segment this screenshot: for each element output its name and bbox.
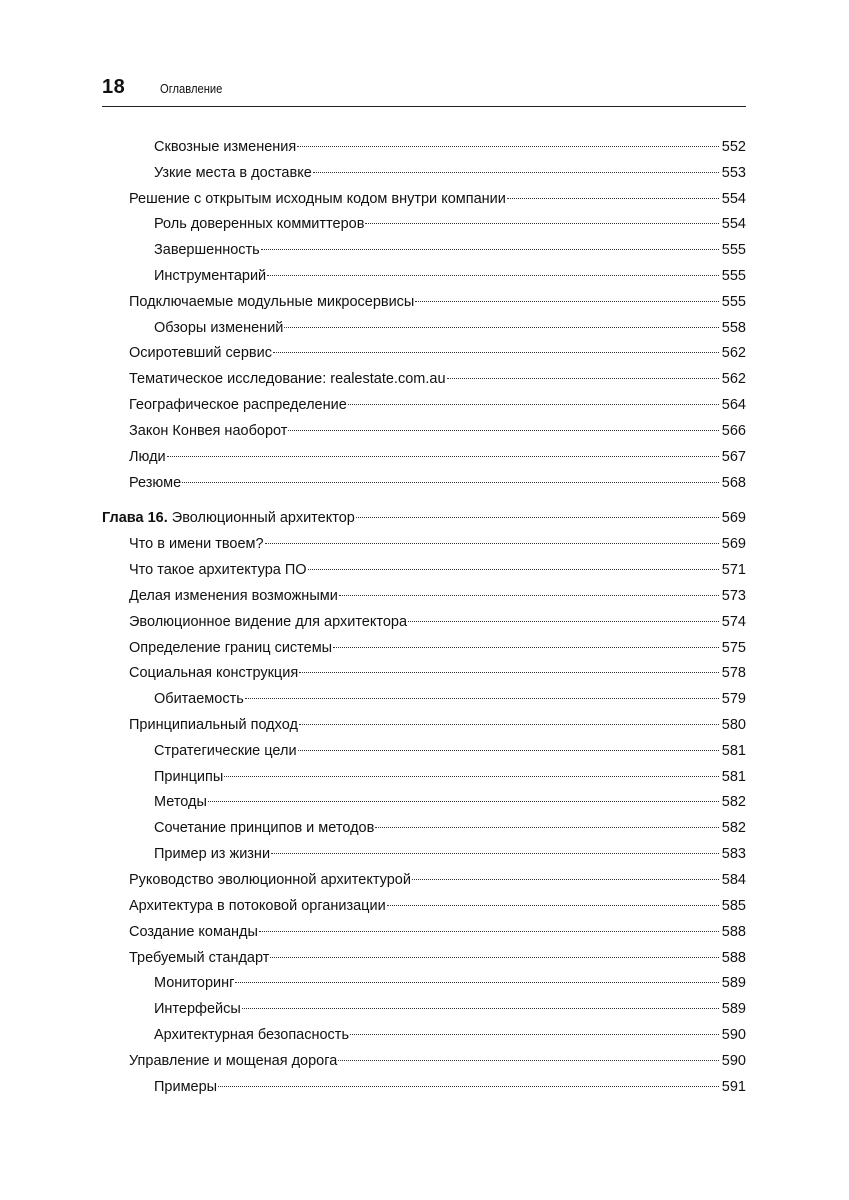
- toc-entry-page: 581: [721, 743, 746, 759]
- dot-leader: [415, 301, 719, 302]
- toc-entry-title: Принципы: [154, 769, 224, 785]
- toc-entry-title: Узкие места в доставке: [154, 165, 312, 181]
- toc-entry[interactable]: [102, 950, 746, 976]
- toc-entry[interactable]: [102, 371, 746, 397]
- toc-entry[interactable]: [102, 139, 746, 165]
- toc-entry-page: 583: [721, 846, 746, 862]
- toc-entry[interactable]: [102, 691, 746, 717]
- toc-entry-page: 562: [721, 371, 746, 387]
- toc-entry-page: 575: [721, 640, 746, 656]
- toc-entry-page: 578: [721, 665, 746, 681]
- toc-entry-page: 573: [721, 588, 746, 604]
- chapter-label: Глава 16.: [102, 510, 168, 526]
- toc-entry[interactable]: [102, 872, 746, 898]
- toc-entry-title: [102, 510, 355, 526]
- toc-entry[interactable]: [102, 268, 746, 294]
- toc-entry-title: Архитектура в потоковой организации: [129, 898, 386, 914]
- toc-entry[interactable]: [102, 1027, 746, 1053]
- toc-entry-title: Эволюционное видение для архитектора: [129, 614, 408, 630]
- toc-entry-page: 589: [721, 975, 746, 991]
- toc-entry-page: 564: [721, 397, 746, 413]
- dot-leader: [218, 1086, 719, 1087]
- toc-entry-page: 554: [721, 216, 746, 232]
- dot-leader: [298, 750, 719, 751]
- toc-entry-title: Принципиальный подход: [129, 717, 298, 733]
- toc-entry-page: 585: [721, 898, 746, 914]
- toc-entry-page: 582: [721, 820, 746, 836]
- toc-entry-page: 552: [721, 139, 746, 155]
- page-number: 18: [102, 76, 126, 98]
- toc-entry-page: 581: [721, 769, 746, 785]
- toc-entry-title: Решение с открытым исходным кодом внутри компании: [129, 191, 506, 207]
- dot-leader: [408, 621, 719, 622]
- chapter-title: Эволюционный архитектор: [167, 510, 355, 526]
- dot-leader: [387, 905, 719, 906]
- toc-entry-title: Мониторинг: [154, 975, 235, 991]
- toc-entry[interactable]: [102, 846, 746, 872]
- dot-leader: [375, 827, 719, 828]
- toc-entry-title: Методы: [154, 794, 207, 810]
- toc-entry[interactable]: [102, 423, 746, 449]
- dot-leader: [348, 404, 719, 405]
- toc-entry-title: Социальная конструкция: [129, 665, 299, 681]
- toc-entry-page: 562: [721, 345, 746, 361]
- dot-leader: [333, 647, 719, 648]
- toc-entry[interactable]: [102, 588, 746, 614]
- toc-entry-title: Роль доверенных коммиттеров: [154, 216, 365, 232]
- toc-entry[interactable]: [102, 449, 746, 475]
- toc-entry[interactable]: [102, 769, 746, 795]
- dot-leader: [245, 698, 719, 699]
- toc-entry-title: Обитаемость: [154, 691, 244, 707]
- toc-entry[interactable]: [102, 820, 746, 846]
- toc-entry-title: Создание команды: [129, 924, 258, 940]
- dot-leader: [267, 275, 719, 276]
- toc-entry[interactable]: [102, 562, 746, 588]
- dot-leader: [284, 327, 719, 328]
- toc-entry[interactable]: [102, 1079, 746, 1105]
- toc-entry-page: 589: [721, 1001, 746, 1017]
- toc-entry[interactable]: [102, 1053, 746, 1079]
- toc-chapter-entry[interactable]: [102, 510, 746, 536]
- dot-leader: [273, 352, 719, 353]
- running-title: Оглавление: [160, 81, 223, 96]
- toc-entry[interactable]: [102, 294, 746, 320]
- dot-leader: [265, 543, 719, 544]
- dot-leader: [412, 879, 719, 880]
- toc-entry[interactable]: [102, 536, 746, 562]
- toc-entry-page: 569: [721, 536, 746, 552]
- toc-entry-page: 588: [721, 950, 746, 966]
- dot-leader: [356, 517, 719, 518]
- dot-leader: [350, 1034, 719, 1035]
- dot-leader: [339, 595, 719, 596]
- toc-entry-page: 582: [721, 794, 746, 810]
- toc-entry-title: Руководство эволюционной архитектурой: [129, 872, 411, 888]
- toc-entry-page: 591: [721, 1079, 746, 1095]
- toc-entry-title: Стратегические цели: [154, 743, 297, 759]
- toc-entry-title: Географическое распределение: [129, 397, 347, 413]
- toc-entry-title: Что в имени твоем?: [129, 536, 264, 552]
- toc-entry-title: Архитектурная безопасность: [154, 1027, 349, 1043]
- toc-entry[interactable]: [102, 665, 746, 691]
- dot-leader: [259, 931, 719, 932]
- toc-entry-title: Тематическое исследование: realestate.com.au: [129, 371, 446, 387]
- dot-leader: [308, 569, 719, 570]
- toc-entry-title: Управление и мощеная дорога: [129, 1053, 338, 1069]
- toc-entry-title: Люди: [129, 449, 166, 465]
- toc-entry-page: 555: [721, 242, 746, 258]
- toc-entry-page: 566: [721, 423, 746, 439]
- toc-entry-page: 579: [721, 691, 746, 707]
- dot-leader: [235, 982, 719, 983]
- toc-entry[interactable]: [102, 794, 746, 820]
- dot-leader: [313, 172, 719, 173]
- toc-entry[interactable]: [102, 345, 746, 371]
- toc-entry-title: Делая изменения возможными: [129, 588, 338, 604]
- toc-entry-page: 574: [721, 614, 746, 630]
- toc-entry-page: 567: [721, 449, 746, 465]
- toc-entry[interactable]: [102, 614, 746, 640]
- toc-entry-page: 568: [721, 475, 746, 491]
- toc-entry[interactable]: [102, 397, 746, 423]
- toc-entry-title: Сквозные изменения: [154, 139, 297, 155]
- toc-entry-title: Подключаемые модульные микросервисы: [129, 294, 415, 310]
- toc-entry[interactable]: [102, 640, 746, 666]
- toc-entry-title: Закон Конвея наоборот: [129, 423, 288, 439]
- toc-entry[interactable]: [102, 216, 746, 242]
- dot-leader: [271, 853, 719, 854]
- dot-leader: [261, 249, 719, 250]
- toc-entry-page: 580: [721, 717, 746, 733]
- toc-entry-page: 553: [721, 165, 746, 181]
- dot-leader: [338, 1060, 719, 1061]
- dot-leader: [242, 1008, 719, 1009]
- toc-entry-page: 571: [721, 562, 746, 578]
- toc-entry-title: Примеры: [154, 1079, 218, 1095]
- toc-entry-page: 588: [721, 924, 746, 940]
- toc-entry-title: Пример из жизни: [154, 846, 271, 862]
- dot-leader: [270, 957, 719, 958]
- toc-entry-page: 584: [721, 872, 746, 888]
- toc-entry[interactable]: [102, 165, 746, 191]
- toc-entry-title: Интерфейсы: [154, 1001, 241, 1017]
- toc-entry-title: Осиротевший сервис: [129, 345, 272, 361]
- dot-leader: [182, 482, 719, 483]
- toc-entry-page: 590: [721, 1053, 746, 1069]
- dot-leader: [447, 378, 719, 379]
- dot-leader: [365, 223, 719, 224]
- toc-entry[interactable]: [102, 320, 746, 346]
- dot-leader: [299, 724, 719, 725]
- toc-entry-title: Обзоры изменений: [154, 320, 284, 336]
- toc-entry-page: 555: [721, 294, 746, 310]
- toc-entry[interactable]: [102, 898, 746, 924]
- toc-entry-page: 555: [721, 268, 746, 284]
- toc-entry-title: Инструментарий: [154, 268, 267, 284]
- toc-entry-title: Резюме: [129, 475, 182, 491]
- toc-entry-title: Требуемый стандарт: [129, 950, 270, 966]
- toc-entry[interactable]: [102, 717, 746, 743]
- toc-entry-page: 590: [721, 1027, 746, 1043]
- toc-entry-page: 569: [721, 510, 746, 526]
- dot-leader: [297, 146, 719, 147]
- page-header: [102, 72, 746, 107]
- toc-entry-title: Сочетание принципов и методов: [154, 820, 375, 836]
- toc-entry-page: 554: [721, 191, 746, 207]
- dot-leader: [507, 198, 719, 199]
- dot-leader: [208, 801, 719, 802]
- toc-entry[interactable]: [102, 1001, 746, 1027]
- toc-entry-title: Завершенность: [154, 242, 260, 258]
- toc-entry-title: Что такое архитектура ПО: [129, 562, 307, 578]
- dot-leader: [224, 776, 719, 777]
- toc-entry[interactable]: [102, 924, 746, 950]
- toc-entry[interactable]: [102, 191, 746, 217]
- dot-leader: [299, 672, 719, 673]
- toc-entry-title: Определение границ системы: [129, 640, 333, 656]
- toc-entry[interactable]: [102, 475, 746, 501]
- toc-entry[interactable]: [102, 975, 746, 1001]
- toc-entry[interactable]: [102, 242, 746, 268]
- toc-entry[interactable]: [102, 743, 746, 769]
- dot-leader: [288, 430, 719, 431]
- dot-leader: [167, 456, 719, 457]
- toc-entry-page: 558: [721, 320, 746, 336]
